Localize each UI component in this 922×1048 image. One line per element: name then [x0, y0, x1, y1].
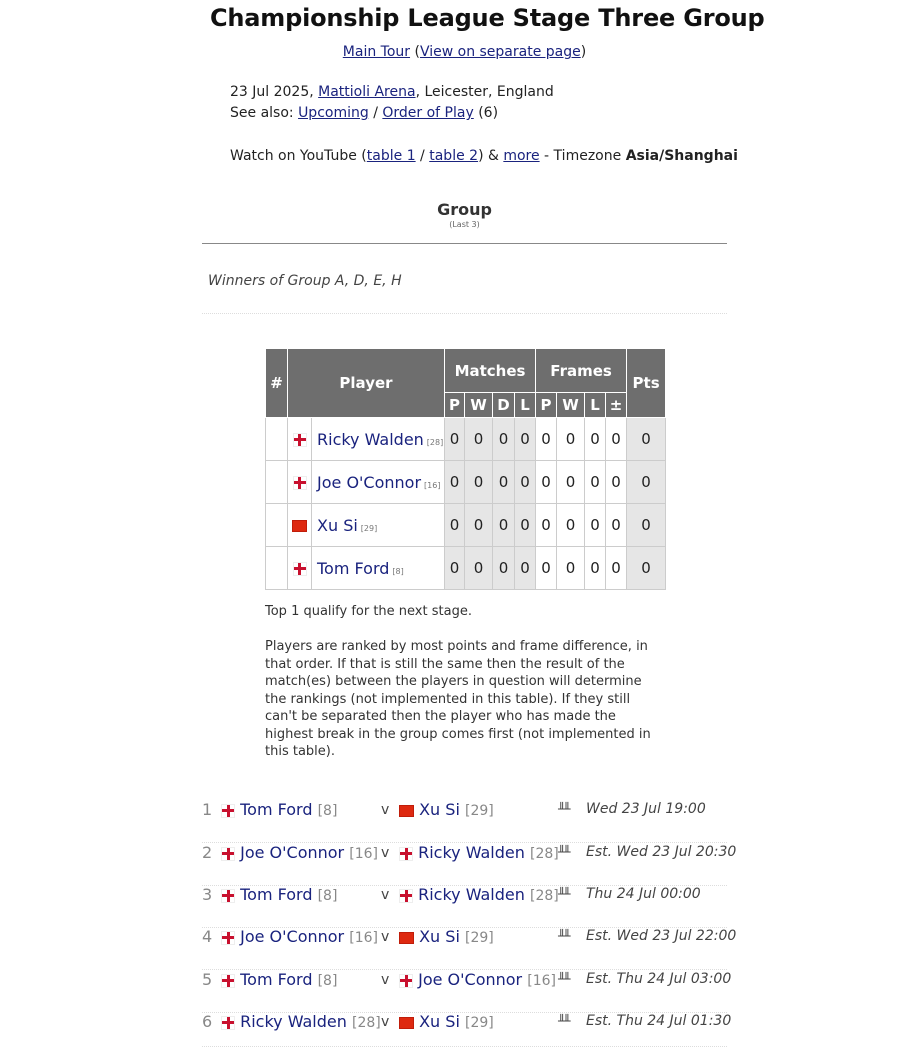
england-flag-icon: [221, 889, 235, 903]
versus: v: [381, 1014, 390, 1030]
player-cell[interactable]: [312, 547, 445, 590]
points-cell: 0: [627, 547, 666, 590]
versus: v: [381, 845, 390, 861]
player2: [399, 1012, 494, 1031]
table-row: [266, 547, 666, 590]
separate-page-link[interactable]: View on separate page: [419, 44, 581, 60]
player-header: Player: [288, 349, 445, 418]
player-name[interactable]: Ricky Walden: [317, 429, 424, 449]
player2-seed: [29]: [464, 930, 494, 946]
timezone-label: - Timezone: [539, 148, 626, 164]
standings-table: [265, 348, 666, 590]
player-cell[interactable]: [312, 461, 445, 504]
england-flag-icon: [221, 1016, 235, 1030]
player1-name[interactable]: Joe O'Connor: [240, 843, 345, 862]
frames-lost-cell: 0: [585, 504, 606, 547]
snooker-table-icon: ╨╨: [558, 972, 569, 986]
player2: [399, 843, 559, 862]
frames-header: Frames: [536, 349, 627, 393]
frames-diff-cell: 0: [606, 461, 627, 504]
england-flag-icon: [293, 433, 307, 447]
top-nav: [0, 44, 922, 60]
match-row[interactable]: [202, 800, 727, 843]
matches-drawn-cell: 0: [493, 461, 515, 504]
frames-lost-cell: 0: [585, 547, 606, 590]
player1-name[interactable]: Tom Ford: [240, 970, 313, 989]
ranking-note: Players are ranked by most points and frame difference, in that order. If that is still the same then the result of the match(es) between the players in question will determine the rankings (not implemented in this table). If they still can't be separated then the player who has made the highest break in the group comes first (not implemented in this table).: [265, 639, 651, 759]
player2: [399, 927, 494, 946]
table-row: [266, 504, 666, 547]
table-row: [266, 461, 666, 504]
player2-name[interactable]: Xu Si: [419, 800, 460, 819]
player1: [221, 970, 337, 989]
matches-lost-header: L: [515, 393, 536, 418]
rank-cell: [266, 504, 288, 547]
frames-diff-header: ±: [606, 393, 627, 418]
watch-prefix: Watch on YouTube (: [230, 148, 367, 164]
group-title: Group: [437, 200, 492, 219]
england-flag-icon: [221, 804, 235, 818]
player2: [399, 970, 556, 989]
player1: [221, 1012, 381, 1031]
matches-drawn-cell: 0: [493, 418, 515, 461]
rank-cell: [266, 547, 288, 590]
matches-won-cell: 0: [465, 461, 493, 504]
frames-played-header: P: [536, 393, 557, 418]
snooker-table-icon: ╨╨: [558, 929, 569, 943]
frames-lost-cell: 0: [585, 461, 606, 504]
player1-name[interactable]: Tom Ford: [240, 885, 313, 904]
matches-won-cell: 0: [465, 418, 493, 461]
match-time: Wed 23 Jul 19:00: [586, 801, 706, 817]
event-info: [230, 84, 554, 100]
player-seed: [16]: [424, 480, 441, 490]
matches-lost-cell: 0: [515, 418, 536, 461]
match-time: Est. Thu 24 Jul 03:00: [586, 971, 732, 987]
table-separator: /: [415, 148, 430, 164]
player-cell[interactable]: [312, 418, 445, 461]
player1-seed: [28]: [351, 1015, 381, 1031]
matches-played-cell: 0: [445, 461, 465, 504]
player1-name[interactable]: Tom Ford: [240, 800, 313, 819]
matches-lost-cell: 0: [515, 461, 536, 504]
more-link[interactable]: more: [503, 148, 540, 164]
player1: [221, 843, 378, 862]
flag-cell: [288, 461, 312, 504]
player2-name[interactable]: Joe O'Connor: [418, 970, 523, 989]
divider: [202, 243, 727, 244]
match-number: 3: [202, 885, 213, 904]
nav-close-paren: ): [580, 44, 587, 60]
frames-won-cell: 0: [557, 418, 585, 461]
matches-lost-cell: 0: [515, 547, 536, 590]
player1-seed: [8]: [317, 973, 338, 989]
frames-won-cell: 0: [557, 547, 585, 590]
player-cell[interactable]: [312, 504, 445, 547]
snooker-table-icon: ╨╨: [558, 1014, 569, 1028]
player1-name[interactable]: Joe O'Connor: [240, 927, 345, 946]
upcoming-link[interactable]: Upcoming: [298, 105, 369, 121]
match-time: Est. Wed 23 Jul 20:30: [586, 844, 737, 860]
player2-name[interactable]: Xu Si: [419, 1012, 460, 1031]
player2-seed: [29]: [464, 803, 494, 819]
player1-seed: [16]: [349, 846, 378, 862]
match-number: 5: [202, 970, 213, 989]
player2-seed: [29]: [464, 1015, 494, 1031]
player-name[interactable]: Xu Si: [317, 515, 358, 535]
main-tour-link[interactable]: Main Tour: [342, 44, 411, 60]
england-flag-icon: [293, 562, 307, 576]
player2: [399, 800, 494, 819]
player-seed: [28]: [426, 437, 444, 447]
snooker-table-icon: ╨╨: [558, 845, 569, 859]
china-flag-icon: [399, 932, 414, 944]
frames-diff-cell: 0: [606, 418, 627, 461]
rank-cell: [266, 461, 288, 504]
qualify-note: Top 1 qualify for the next stage.: [265, 604, 472, 619]
points-cell: 0: [627, 504, 666, 547]
group-subtitle: (Last 3): [449, 220, 480, 229]
matches-played-cell: 0: [445, 504, 465, 547]
player-name[interactable]: Joe O'Connor: [317, 472, 422, 492]
matches-played-header: P: [445, 393, 465, 418]
england-flag-icon: [221, 847, 235, 861]
player1-seed: [8]: [317, 803, 338, 819]
england-flag-icon: [221, 974, 235, 988]
frames-played-cell: 0: [536, 504, 557, 547]
player1-seed: [16]: [349, 930, 378, 946]
order-of-play-count: (6): [473, 105, 499, 121]
matches-played-cell: 0: [445, 418, 465, 461]
rank-cell: [266, 418, 288, 461]
versus: v: [381, 972, 390, 988]
see-also-label: See also:: [230, 105, 299, 121]
versus: v: [381, 929, 390, 945]
venue-link[interactable]: Mattioli Arena: [318, 84, 416, 100]
matches-header: Matches: [445, 349, 536, 393]
match-number: 4: [202, 927, 213, 946]
match-number: 2: [202, 843, 213, 862]
frames-played-cell: 0: [536, 418, 557, 461]
player1-seed: [8]: [317, 888, 338, 904]
table-row: [266, 418, 666, 461]
see-also-separator: /: [368, 105, 383, 121]
table1-link[interactable]: table 1: [366, 148, 416, 164]
page-title: Championship League Stage Three Group: [210, 4, 765, 32]
points-cell: 0: [627, 418, 666, 461]
flag-cell: [288, 547, 312, 590]
player2-name[interactable]: Ricky Walden: [418, 885, 525, 904]
match-row[interactable]: [202, 970, 732, 1013]
frames-won-header: W: [557, 393, 585, 418]
see-also: [230, 105, 498, 121]
event-location: , Leicester, England: [415, 84, 554, 100]
event-date: 23 Jul 2025,: [230, 84, 319, 100]
versus: v: [381, 802, 390, 818]
matches-played-cell: 0: [445, 547, 465, 590]
player2-name[interactable]: Xu Si: [419, 927, 460, 946]
frames-played-cell: 0: [536, 461, 557, 504]
winners-note: Winners of Group A, D, E, H: [208, 273, 402, 289]
match-time: Est. Wed 23 Jul 22:00: [586, 928, 737, 944]
england-flag-icon: [399, 847, 413, 861]
match-number: 6: [202, 1012, 213, 1031]
table2-link[interactable]: table 2: [429, 148, 479, 164]
matches-won-header: W: [465, 393, 493, 418]
frames-lost-header: L: [585, 393, 606, 418]
china-flag-icon: [292, 520, 307, 532]
matches-lost-cell: 0: [515, 504, 536, 547]
flag-cell: [288, 504, 312, 547]
player2-seed: [16]: [527, 973, 556, 989]
frames-played-cell: 0: [536, 547, 557, 590]
frames-diff-cell: 0: [606, 504, 627, 547]
versus: v: [381, 887, 390, 903]
player2-name[interactable]: Ricky Walden: [418, 843, 525, 862]
player2-seed: [28]: [529, 846, 559, 862]
matches-drawn-cell: 0: [493, 504, 515, 547]
player2-seed: [28]: [529, 888, 559, 904]
timezone-value: Asia/Shanghai: [625, 148, 738, 164]
match-number: 1: [202, 800, 213, 819]
player1: [221, 800, 337, 819]
frames-lost-cell: 0: [585, 418, 606, 461]
match-row[interactable]: [202, 885, 727, 928]
match-row[interactable]: [202, 843, 737, 886]
order-of-play-link[interactable]: Order of Play: [382, 105, 474, 121]
china-flag-icon: [399, 1017, 414, 1029]
match-row[interactable]: [202, 927, 737, 970]
player-seed: [8]: [392, 566, 404, 576]
snooker-table-icon: ╨╨: [558, 887, 569, 901]
rank-header: #: [266, 349, 288, 418]
divider: [202, 313, 727, 314]
matches-won-cell: 0: [465, 547, 493, 590]
china-flag-icon: [399, 805, 414, 817]
match-time: Est. Thu 24 Jul 01:30: [586, 1013, 732, 1029]
frames-won-cell: 0: [557, 504, 585, 547]
match-time: Thu 24 Jul 00:00: [586, 886, 701, 902]
flag-cell: [288, 418, 312, 461]
england-flag-icon: [399, 889, 413, 903]
player-seed: [29]: [360, 523, 378, 533]
matches-drawn-header: D: [493, 393, 515, 418]
england-flag-icon: [293, 476, 307, 490]
youtube-line: [230, 148, 738, 164]
group-header: [202, 200, 727, 229]
player1: [221, 927, 378, 946]
points-header: Pts: [627, 349, 666, 418]
player2: [399, 885, 559, 904]
matches-drawn-cell: 0: [493, 547, 515, 590]
player-name[interactable]: Tom Ford: [317, 558, 390, 578]
nav-open-paren: (: [414, 44, 420, 60]
player1: [221, 885, 337, 904]
england-flag-icon: [399, 974, 413, 988]
frames-won-cell: 0: [557, 461, 585, 504]
watch-amp: ) &: [478, 148, 504, 164]
points-cell: 0: [627, 461, 666, 504]
matches-won-cell: 0: [465, 504, 493, 547]
england-flag-icon: [221, 931, 235, 945]
player1-name[interactable]: Ricky Walden: [240, 1012, 347, 1031]
match-row[interactable]: [202, 1012, 732, 1047]
snooker-table-icon: ╨╨: [558, 802, 569, 816]
frames-diff-cell: 0: [606, 547, 627, 590]
